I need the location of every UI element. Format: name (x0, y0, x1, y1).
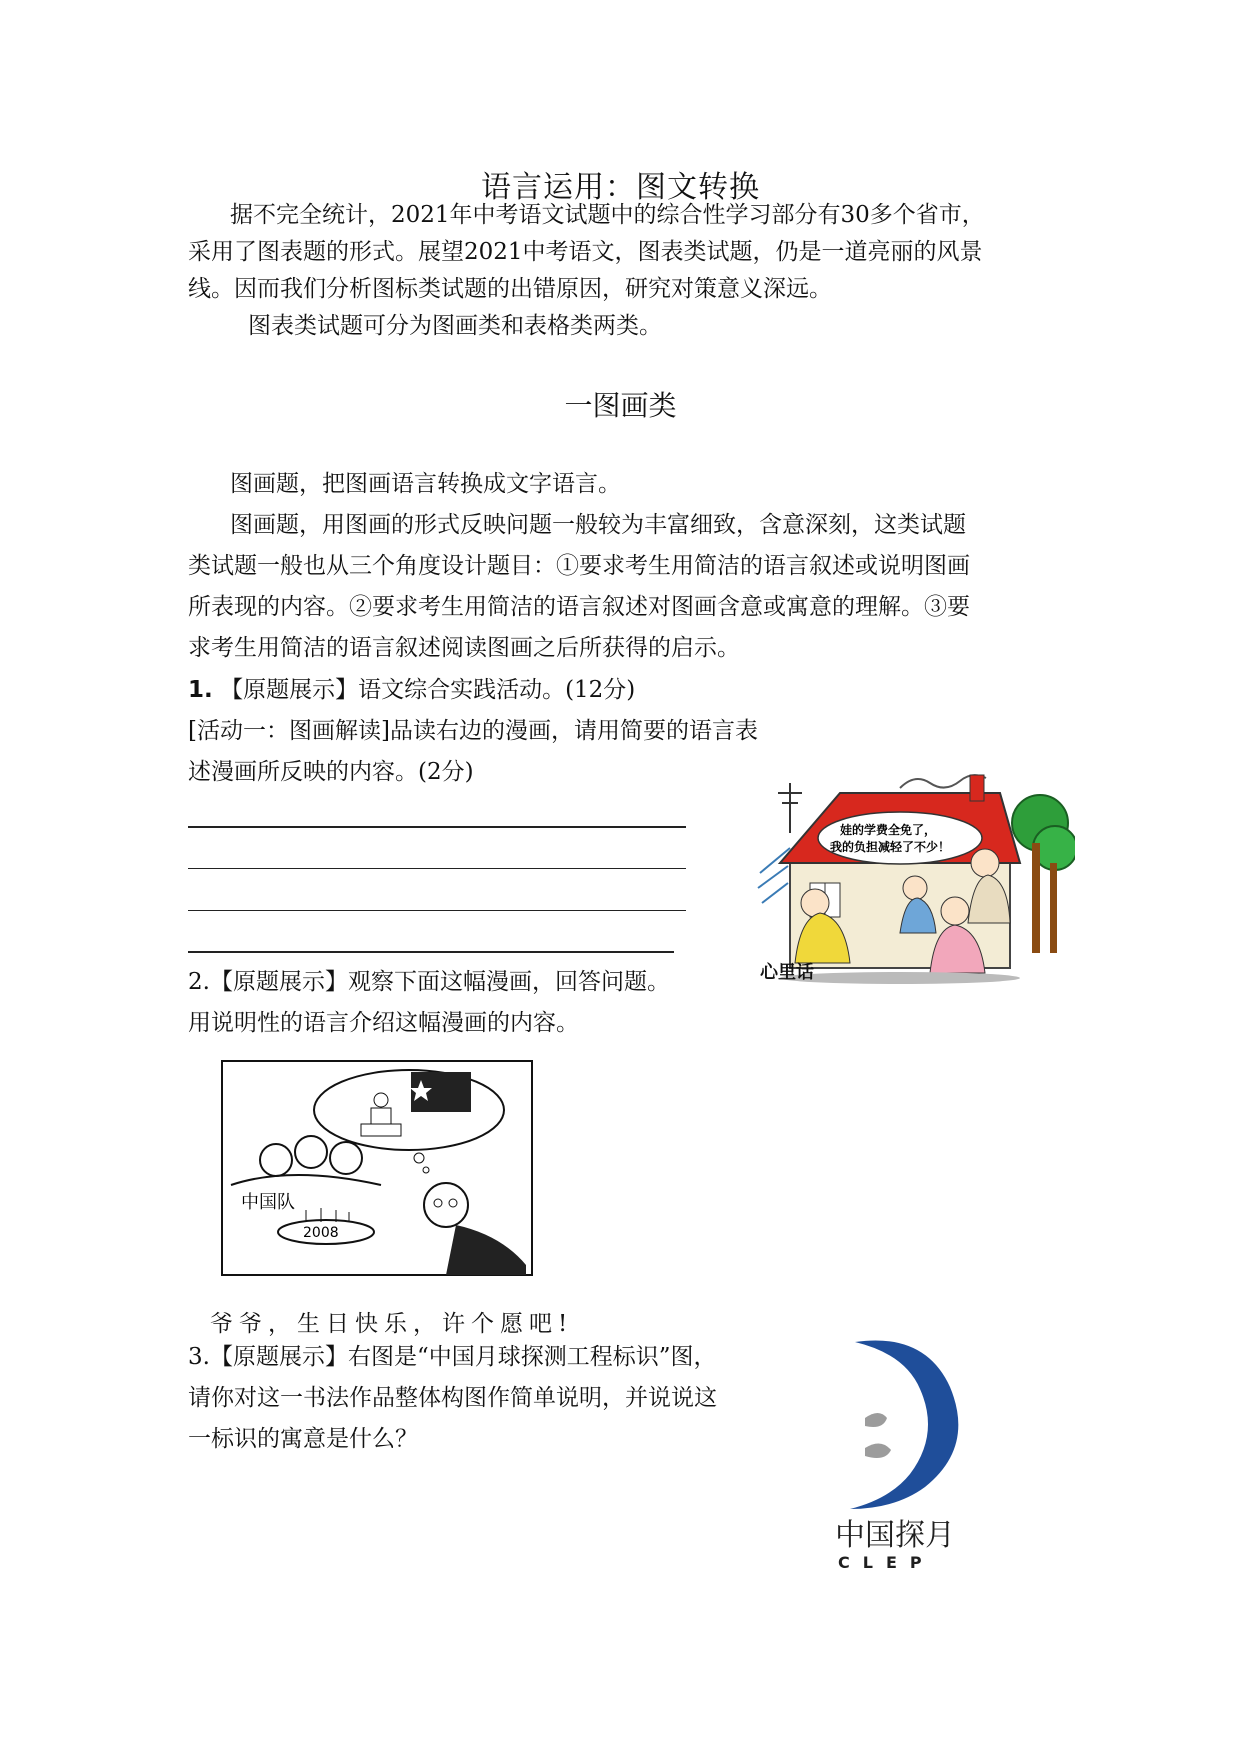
intro-line-4: 图表类试题可分为图画类和表格类两类。 (248, 313, 662, 339)
intro-line-2: 采用了图表题的形式。展望2021中考语文，图表类试题，仍是一道亮丽的风景 (188, 239, 983, 265)
q3-line-3: 一标识的寓意是什么？ (188, 1426, 418, 1452)
clep-logo-image (825, 1330, 985, 1535)
answer-line-3 (188, 910, 686, 911)
body-line-3: 类试题一般也从三个角度设计题目：①要求考生用简洁的语言叙述或说明图画 (188, 553, 970, 579)
speech-line-1: 娃的学费全免了， (840, 823, 937, 837)
speech-line-2: 我的负担减轻了不少！ (830, 840, 951, 854)
intro-line-1: 据不完全统计，2021年中考语文试题中的综合性学习部分有30多个省市， (230, 202, 985, 228)
body-line-2: 图画题，用图画的形式反映问题一般较为丰富细致，含意深刻，这类试题 (230, 512, 966, 538)
body-line-4: 所表现的内容。②要求考生用简洁的语言叙述对图画含意或寓意的理解。③要 (188, 594, 970, 620)
cartoon2-caption: 爷爷，生日快乐，许个愿吧! (210, 1311, 574, 1337)
intro-line-3: 线。因而我们分析图标类试题的出错原因，研究对策意义深远。 (188, 276, 832, 302)
answer-line-1 (188, 826, 686, 828)
team-label: 中国队 (241, 1192, 295, 1213)
q1-line-2: [活动一：图画解读]品读右边的漫画，请用简要的语言表 (188, 718, 758, 744)
logo-text-en: CLEP (838, 1553, 935, 1572)
answer-line-4 (188, 951, 674, 953)
answer-line-2 (188, 868, 686, 869)
body-line-5: 求考生用简洁的语言叙述阅读图画之后所获得的启示。 (188, 635, 740, 661)
q3-line-1: 3.【原题展示】右图是“中国月球探测工程标识”图， (188, 1344, 717, 1370)
page-title: 语言运用：图文转换 (481, 170, 760, 205)
q1-text: 【原题展示】语文综合实践活动。(12分) (220, 677, 636, 703)
logo-text-cn: 中国探月 (835, 1518, 955, 1553)
q2-line-2: 用说明性的语言介绍这幅漫画的内容。 (188, 1010, 579, 1036)
q1-line-3: 述漫画所反映的内容。(2分) (188, 759, 474, 785)
q2-line-1: 2.【原题展示】观察下面这幅漫画，回答问题。 (188, 969, 670, 995)
cartoon-birthday-image (221, 1060, 533, 1276)
cartoon1-caption: 心里话 (760, 962, 814, 983)
section-title: 一图画类 (564, 389, 677, 422)
cake-year: 2008 (303, 1225, 339, 1241)
q1-number: 1. (188, 677, 213, 703)
q1-title (188, 675, 1068, 705)
q3-line-2: 请你对这一书法作品整体构图作简单说明，并说说这 (188, 1385, 717, 1411)
body-line-1: 图画题，把图画语言转换成文字语言。 (230, 471, 621, 497)
